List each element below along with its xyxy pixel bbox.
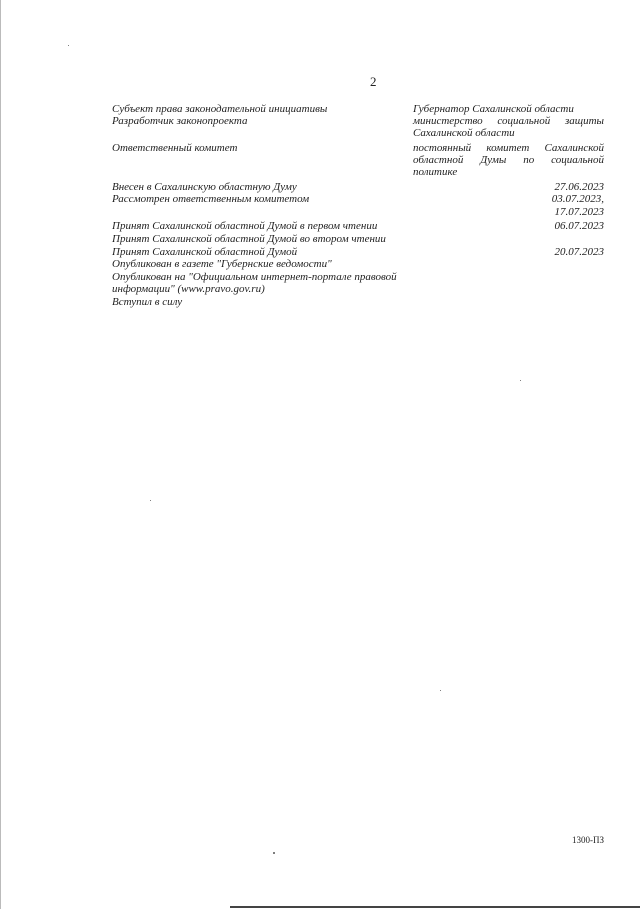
introduced-date: 27.06.2023 — [554, 181, 604, 193]
scan-speck — [68, 45, 69, 46]
reviewed-label: Рассмотрен ответственным комитетом — [112, 193, 310, 205]
page-number: 2 — [370, 74, 377, 89]
developer-value-line1: министерство социальной защиты — [413, 115, 604, 127]
committee-label: Ответственный комитет — [112, 142, 238, 154]
developer-label: Разработчик законопроекта — [112, 115, 248, 127]
reviewed-date-1: 03.07.2023, — [551, 193, 604, 205]
adopted-label: Принят Сахалинской областной Думой — [112, 246, 298, 258]
published-gazette-label: Опубликован в газете "Губернские ведомости" — [112, 258, 332, 270]
committee-value-line1: постоянный комитет Сахалинской — [413, 142, 604, 154]
scan-edge-left — [0, 0, 1, 909]
scan-speck — [440, 690, 441, 691]
in-force-label: Вступил в силу — [112, 296, 183, 308]
published-portal-label-line2: информации" (www.pravo.gov.ru) — [112, 283, 265, 295]
introduced-label: Внесен в Сахалинскую областную Думу — [112, 181, 297, 193]
developer-value-line2: Сахалинской области — [413, 127, 515, 139]
scan-speck — [150, 500, 151, 501]
first-reading-label: Принят Сахалинской областной Думой в первом чтении — [112, 220, 378, 232]
committee-value-line3: политике — [413, 166, 458, 178]
published-portal-label-line1: Опубликован на "Официальном интернет-портале правовой — [112, 271, 397, 283]
scan-edge-bottom — [230, 906, 640, 908]
subject-label: Субъект права законодательной инициативы — [112, 103, 328, 115]
second-reading-label: Принят Сахалинской областной Думой во втором чтении — [112, 233, 386, 245]
adopted-date: 20.07.2023 — [554, 246, 604, 258]
scan-speck — [273, 852, 275, 854]
scan-speck — [520, 380, 521, 381]
committee-value-line2: областной Думы по социальной — [413, 154, 604, 166]
first-reading-date: 06.07.2023 — [554, 220, 604, 232]
document-code: 1300-ПЗ — [571, 835, 604, 845]
reviewed-date-2: 17.07.2023 — [554, 206, 604, 218]
subject-value: Губернатор Сахалинской области — [413, 103, 574, 115]
